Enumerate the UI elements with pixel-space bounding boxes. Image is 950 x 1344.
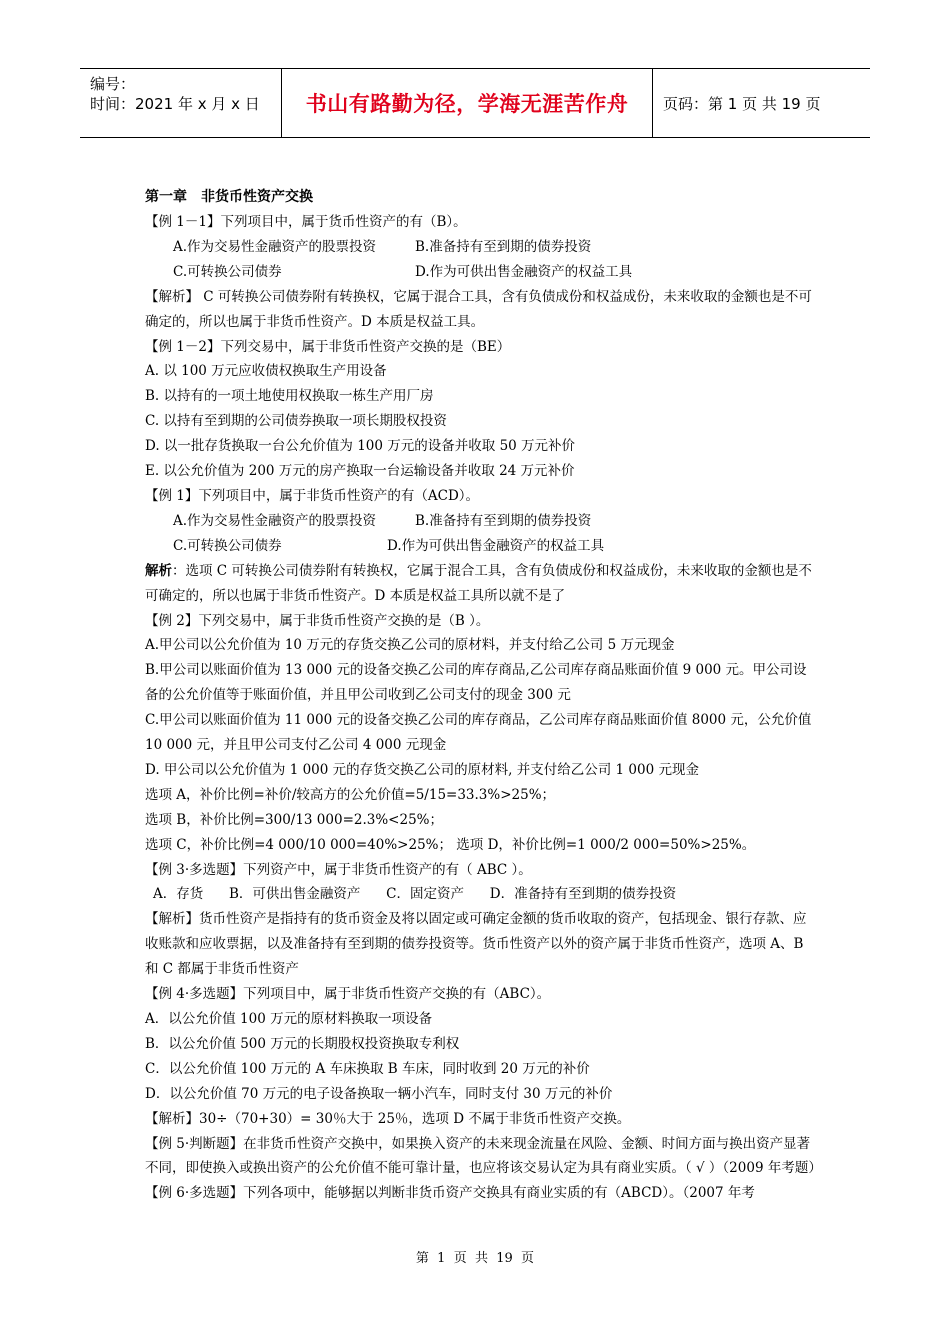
example-question: 【例 6·多选题】下列各项中，能够据以判断非货币资产交换具有商业实质的有（ABCD）。（2007 年考 bbox=[145, 1185, 755, 1202]
option-line: C. 以持有至到期的公司债券换取一项长期股权投资 bbox=[145, 413, 447, 430]
option: D.作为可供出售金融资产的权益工具 bbox=[415, 263, 633, 280]
option-line: B. 以持有的一项土地使用权换取一栋生产用厂房 bbox=[145, 388, 434, 405]
option-line: D. 甲公司以公允价值为 1 000 元的存货交换乙公司的原材料, 并支付给乙公司 1 000 元现金 bbox=[145, 761, 699, 778]
option-line: A. 以 100 万元应收债权换取生产用设备 bbox=[145, 363, 387, 380]
calc-line: 选项 C，补价比例=4 000/10 000=40%>25%； 选项 D，补价比例=1 000/2 000=50%>25%。 bbox=[145, 836, 756, 853]
example-question: 【例 2】下列交易中，属于非货币性资产交换的是（B ）。 bbox=[145, 612, 490, 629]
option-line: A．存货 B．可供出售金融资产 C．固定资产 D．准备持有至到期的债券投资 bbox=[153, 886, 677, 903]
option-line: A.甲公司以公允价值为 10 万元的存货交换乙公司的原材料，并支付给乙公司 5 万元现金 bbox=[145, 637, 675, 654]
option-line: B．以公允价值 500 万元的长期股权投资换取专利权 bbox=[145, 1035, 460, 1052]
motto-cell bbox=[282, 69, 653, 137]
example-question: 【例 5·判断题】在非货币性资产交换中，如果换入资产的未来现金流量在风险、金额、时间方面与换出资产显著不同，即使换入或换出资产的公允价值不能可靠计量，也应将该交易认定为具有商业实质。（ √ ）（2009 年考题） bbox=[145, 1135, 822, 1177]
example-question: 【例 1－1】下列项目中，属于货币性资产的有（B）。 bbox=[145, 214, 467, 230]
option-line: C.甲公司以账面价值为 11 000 元的设备交换乙公司的库存商品，乙公司库存商品账面价值 8000 元，公允价值 10 000 元，并且甲公司支付乙公司 4 000 元现金 bbox=[145, 712, 812, 754]
page-info: 页码：第 1 页 共 19 页 bbox=[663, 94, 821, 113]
example-question: 【例 1－2】下列交易中，属于非货币性资产交换的是（BE） bbox=[145, 338, 511, 355]
document-body bbox=[145, 186, 822, 1206]
option: B.准备持有至到期的债券投资 bbox=[415, 512, 592, 529]
footer-page-number: 第 1 页 共 19 页 bbox=[415, 1251, 535, 1266]
analysis-paragraph: 【解析】货币性资产是指持有的货币资金及将以固定或可确定金额的货币收取的资产，包括现金、银行存款、应收账款和应收票据，以及准备持有至到期的债券投资等。货币性资产以外的资产属于非货币性资产，选项 A、B 和 C 都属于非货币性资产 bbox=[145, 911, 807, 978]
example-question: 【例 4·多选题】下列项目中，属于非货币性资产交换的有（ABC）。 bbox=[145, 986, 551, 1003]
page-header bbox=[80, 68, 870, 138]
analysis-paragraph: 【解析】 C 可转换公司债券附有转换权，它属于混合工具，含有负债成份和权益成份，未来收取的金额也是不可确定的，所以也属于非货币性资产。D 本质是权益工具。 bbox=[145, 288, 812, 330]
option-line: C．以公允价值 100 万元的 A 车床换取 B 车床，同时收到 20 万元的补价 bbox=[145, 1060, 590, 1077]
option: C.可转换公司债券 bbox=[173, 263, 282, 280]
page-footer bbox=[0, 1247, 950, 1266]
option: B.准备持有至到期的债券投资 bbox=[415, 238, 592, 255]
serial-label: 编号： bbox=[90, 75, 136, 93]
option-row bbox=[145, 260, 817, 285]
motto-text: 书山有路勤为径，学海无涯苦作舟 bbox=[305, 92, 629, 116]
calc-line: 选项 A，补价比例=补价/较高方的公允价值=5/15=33.3%>25%； bbox=[145, 786, 556, 803]
analysis-text: ：选项 C 可转换公司债券附有转换权，它属于混合工具，含有负债成份和权益成份，未来收取的金额也是不可确定的，所以也属于非货币性资产。D 本质是权益工具所以就不是了 bbox=[145, 562, 812, 604]
option: A.作为交易性金融资产的股票投资 bbox=[173, 238, 377, 255]
option-row bbox=[145, 235, 817, 260]
option-line: E. 以公允价值为 200 万元的房产换取一台运输设备并收取 24 万元补价 bbox=[145, 463, 575, 480]
option-line: A．以公允价值 100 万元的原材料换取一项设备 bbox=[145, 1011, 433, 1027]
option-row bbox=[145, 509, 817, 534]
date-line: 时间：2021 年 x 月 x 日 bbox=[90, 95, 260, 113]
option-row bbox=[145, 534, 817, 559]
analysis-paragraph bbox=[145, 559, 817, 609]
example-question: 【例 3·多选题】下列资产中，属于非货币性资产的有（ ABC ）。 bbox=[145, 861, 532, 878]
option: A.作为交易性金融资产的股票投资 bbox=[173, 512, 377, 529]
calc-line: 选项 B，补价比例=300/13 000=2.3%<25%； bbox=[145, 811, 444, 828]
analysis-paragraph: 【解析】30÷（70+30）= 30％大于 25％，选项 D 不属于非货币性资产交换。 bbox=[145, 1110, 631, 1127]
analysis-label: 解析 bbox=[145, 562, 172, 579]
chapter-title: 第一章 非货币性资产交换 bbox=[145, 189, 313, 205]
option-line: D. 以一批存货换取一台公允价值为 100 万元的设备并收取 50 万元补价 bbox=[145, 438, 576, 455]
page-info-cell bbox=[653, 69, 870, 137]
option: D.作为可供出售金融资产的权益工具 bbox=[387, 537, 605, 554]
option-line: D．以公允价值 70 万元的电子设备换取一辆小汽车，同时支付 30 万元的补价 bbox=[145, 1085, 613, 1102]
option-line: B.甲公司以账面价值为 13 000 元的设备交换乙公司的库存商品,乙公司库存商品账面价值 9 000 元。甲公司设备的公允价值等于账面价值，并且甲公司收到乙公司支付的现金 300 元 bbox=[145, 662, 807, 704]
option: C.可转换公司债券 bbox=[173, 537, 282, 554]
header-meta-cell bbox=[80, 69, 282, 137]
example-question: 【例 1】下列项目中，属于非货币性资产的有（ACD）。 bbox=[145, 487, 480, 504]
